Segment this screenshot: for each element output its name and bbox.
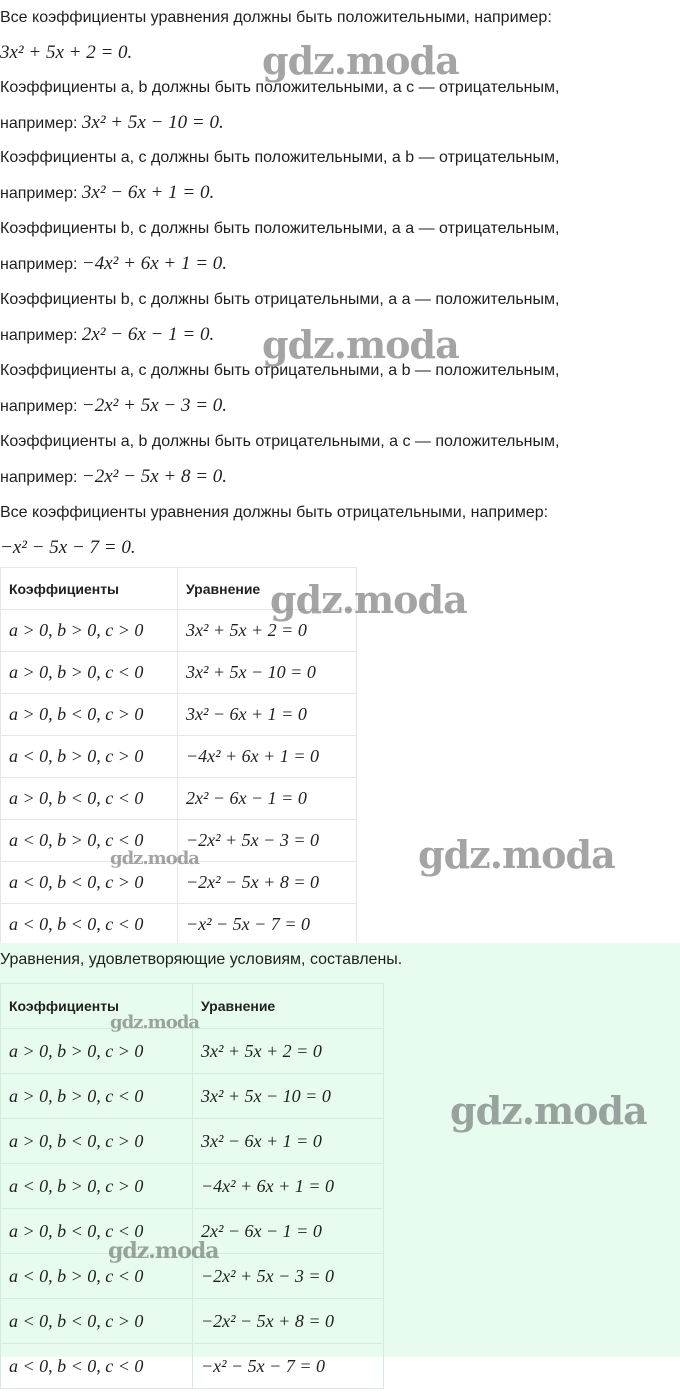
table-row (1, 1299, 384, 1344)
equation-cell: 3x² − 6x + 1 = 0 (178, 694, 357, 736)
equation-cell: 3x² + 5x − 10 = 0 (178, 652, 357, 694)
paragraph-6-equation: −2x² + 5x − 3 = 0. (81, 395, 228, 416)
table-row (1, 694, 357, 736)
watermark: gdz.moda (108, 1238, 219, 1264)
table-row (1, 1074, 384, 1119)
table-row (1, 904, 357, 946)
paragraph-4-equation: −4x² + 6x + 1 = 0. (81, 253, 228, 274)
coefficients-cell: a < 0, b > 0, c > 0 (1, 1164, 193, 1209)
table-row (1, 1164, 384, 1209)
paragraph-3-equation: 3x² − 6x + 1 = 0. (81, 182, 215, 203)
coefficients-cell: a > 0, b < 0, c < 0 (1, 778, 178, 820)
coefficients-cell: a > 0, b > 0, c < 0 (1, 1074, 193, 1119)
coefficients-cell: a < 0, b < 0, c < 0 (1, 904, 178, 946)
equation-cell: 3x² + 5x + 2 = 0 (178, 610, 357, 652)
coefficients-cell: a < 0, b > 0, c < 0 (1, 1254, 193, 1299)
table-row (1, 736, 357, 778)
paragraph-6-line-1: Коэффициенты a, c должны быть отрицательными, а b — положительным, (0, 362, 560, 379)
paragraph-4-line-1: Коэффициенты b, c должны быть положительными, а a — отрицательным, (0, 220, 560, 237)
watermark: gdz.moda (270, 577, 467, 622)
paragraph-7-line-1: Коэффициенты a, b должны быть отрицательными, а c — положительным, (0, 433, 560, 450)
paragraph-8-line-1: Все коэффициенты уравнения должны быть отрицательными, например: (0, 504, 549, 521)
paragraph-7-line-2: например: −2x² − 5x + 8 = 0. (0, 466, 228, 487)
paragraph-2-line-2: например: 3x² + 5x − 10 = 0. (0, 112, 224, 133)
paragraph-6-line-2: например: −2x² + 5x − 3 = 0. (0, 395, 228, 416)
coefficients-cell: a > 0, b < 0, c < 0 (1, 1209, 193, 1254)
table-row (1, 1119, 384, 1164)
equation-cell: −4x² + 6x + 1 = 0 (178, 736, 357, 778)
coefficients-cell: a > 0, b > 0, c > 0 (1, 1029, 193, 1074)
table-row (1, 652, 357, 694)
paragraph-5-line-2: например: 2x² − 6x − 1 = 0. (0, 324, 215, 345)
watermark: gdz.moda (450, 1088, 647, 1133)
equation-cell: −2x² + 5x − 3 = 0 (193, 1254, 384, 1299)
paragraph-2-equation: 3x² + 5x − 10 = 0. (81, 112, 224, 133)
header-coefficients: Коэффициенты (1, 984, 193, 1029)
equation-cell: 2x² − 6x − 1 = 0 (193, 1209, 384, 1254)
paragraph-5-equation: 2x² − 6x − 1 = 0. (81, 324, 215, 345)
header-equation: Уравнение (178, 568, 357, 610)
paragraph-7-equation: −2x² − 5x + 8 = 0. (81, 466, 228, 487)
watermark: gdz.moda (110, 1012, 199, 1033)
coefficients-cell: a < 0, b > 0, c > 0 (1, 736, 178, 778)
equation-cell: 2x² − 6x − 1 = 0 (178, 778, 357, 820)
coefficients-cell: a < 0, b > 0, c < 0 (1, 820, 178, 862)
coefficients-cell: a > 0, b < 0, c > 0 (1, 694, 178, 736)
watermark: gdz.moda (262, 322, 459, 367)
equation-cell: 3x² − 6x + 1 = 0 (193, 1119, 384, 1164)
watermark: gdz.moda (418, 832, 615, 877)
paragraph-4-line-2: например: −4x² + 6x + 1 = 0. (0, 253, 228, 274)
coefficients-cell: a < 0, b < 0, c < 0 (1, 1344, 193, 1389)
answer-caption: Уравнения, удовлетворяющие условиям, составлены. (0, 951, 403, 968)
table-row (1, 1344, 384, 1389)
coefficients-cell: a < 0, b < 0, c > 0 (1, 1299, 193, 1344)
paragraph-3-line-1: Коэффициенты a, c должны быть положительными, а b — отрицательным, (0, 149, 560, 166)
equation-cell: 3x² + 5x − 10 = 0 (193, 1074, 384, 1119)
equation-cell: −2x² − 5x + 8 = 0 (178, 862, 357, 904)
equation-cell: −2x² − 5x + 8 = 0 (193, 1299, 384, 1344)
paragraph-3-line-2: например: 3x² − 6x + 1 = 0. (0, 182, 215, 203)
equation-cell: −x² − 5x − 7 = 0 (193, 1344, 384, 1389)
watermark: gdz.moda (262, 38, 459, 83)
coefficients-cell: a > 0, b < 0, c > 0 (1, 1119, 193, 1164)
paragraph-8-equation: −x² − 5x − 7 = 0. (0, 537, 136, 558)
coefficients-table (0, 567, 357, 946)
paragraph-1-line-1: Все коэффициенты уравнения должны быть положительными, например: (0, 9, 552, 26)
equation-cell: 3x² + 5x + 2 = 0 (193, 1029, 384, 1074)
table-row (1, 778, 357, 820)
answer-table (0, 983, 384, 1389)
coefficients-cell: a > 0, b > 0, c > 0 (1, 610, 178, 652)
coefficients-cell: a < 0, b < 0, c > 0 (1, 862, 178, 904)
equation-cell: −2x² + 5x − 3 = 0 (178, 820, 357, 862)
header-coefficients: Коэффициенты (1, 568, 178, 610)
coefficients-cell: a > 0, b > 0, c < 0 (1, 652, 178, 694)
equation-cell: −4x² + 6x + 1 = 0 (193, 1164, 384, 1209)
answer-block (0, 943, 680, 1376)
paragraph-2-line-1: Коэффициенты a, b должны быть положительными, а c — отрицательным, (0, 79, 560, 96)
paragraph-1-equation: 3x² + 5x + 2 = 0. (0, 42, 133, 63)
equation-cell: −x² − 5x − 7 = 0 (178, 904, 357, 946)
paragraph-5-line-1: Коэффициенты b, c должны быть отрицательными, а a — положительным, (0, 291, 560, 308)
table-row (1, 1029, 384, 1074)
watermark: gdz.moda (110, 848, 199, 869)
header-equation: Уравнение (193, 984, 384, 1029)
